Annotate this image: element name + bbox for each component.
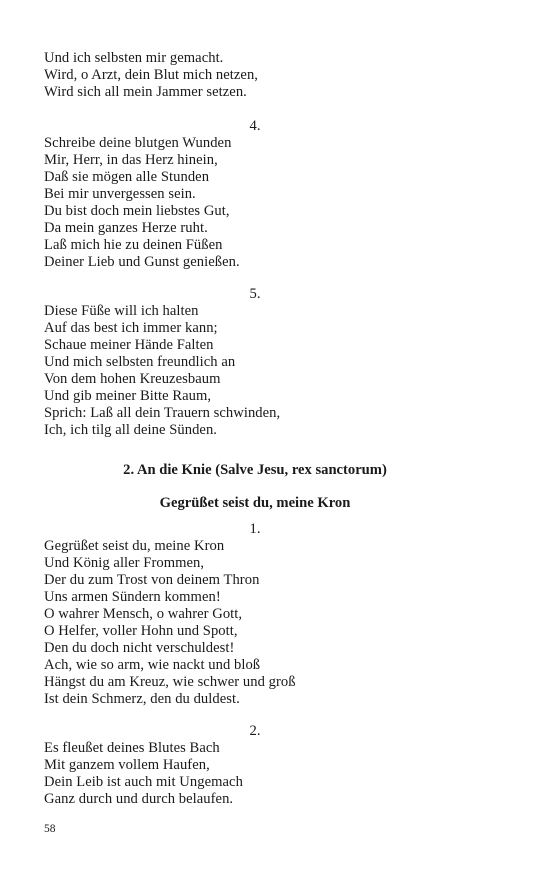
poem-line: O Helfer, voller Hohn und Spott, [44,623,238,639]
poem-line: Uns armen Sündern kommen! [44,589,221,605]
poem-line: Und gib meiner Bitte Raum, [44,388,212,404]
poem-line: Dein Leib ist auch mit Ungemach [44,774,243,790]
stanza-number: 1. [249,521,261,537]
stanza-number: 2. [249,723,261,739]
poem-line: Diese Füße will ich halten [44,303,199,319]
poem-line: Schreibe deine blutgen Wunden [44,135,232,151]
poem-line: Der du zum Trost von deinem Thron [44,572,260,588]
poem-line: Und ich selbsten mir gemacht. [44,50,224,66]
poem-line: Hängst du am Kreuz, wie schwer und groß [44,674,296,690]
poem-line: Schaue meiner Hände Falten [44,337,214,353]
poem-line: Ich, ich tilg all deine Sünden. [44,422,217,438]
stanza-number: 5. [249,286,261,302]
poem-line: Wird sich all mein Jammer setzen. [44,84,247,100]
poem-line: Ist dein Schmerz, den du duldest. [44,691,240,707]
poem-line: Da mein ganzes Herze ruht. [44,220,208,236]
page-number: 58 [44,823,56,835]
poem-line: Den du doch nicht verschuldest! [44,640,235,656]
section-subheading: Gegrüßet seist du, meine Kron [159,495,351,511]
poem-line: Von dem hohen Kreuzesbaum [44,371,221,387]
poem-line: Daß sie mögen alle Stunden [44,169,210,185]
book-page [44,0,474,880]
poem-line: Mit ganzem vollem Haufen, [44,757,210,773]
poem-line: Deiner Lieb und Gunst genießen. [44,254,240,270]
poem-line: Bei mir unvergessen sein. [44,186,196,202]
poem-line: Mir, Herr, in das Herz hinein, [44,152,218,168]
stanza-number: 4. [249,118,261,134]
poem-line: Ach, wie so arm, wie nackt und bloß [44,657,261,673]
poem-line: Sprich: Laß all dein Trauern schwinden, [44,405,281,421]
poem-line: O wahrer Mensch, o wahrer Gott, [44,606,243,622]
poem-line: Ganz durch und durch belaufen. [44,791,234,807]
poem-line: Laß mich hie zu deinen Füßen [44,237,223,253]
poem-line: Wird, o Arzt, dein Blut mich netzen, [44,67,258,83]
poem-line: Du bist doch mein liebstes Gut, [44,203,230,219]
poem-line: Und König aller Frommen, [44,555,205,571]
poem-line: Es fleußet deines Blutes Bach [44,740,220,756]
poem-line: Auf das best ich immer kann; [44,320,218,336]
poem-line: Gegrüßet seist du, meine Kron [44,538,225,554]
poem-line: Und mich selbsten freundlich an [44,354,236,370]
section-heading: 2. An die Knie (Salve Jesu, rex sanctorum) [123,462,387,478]
